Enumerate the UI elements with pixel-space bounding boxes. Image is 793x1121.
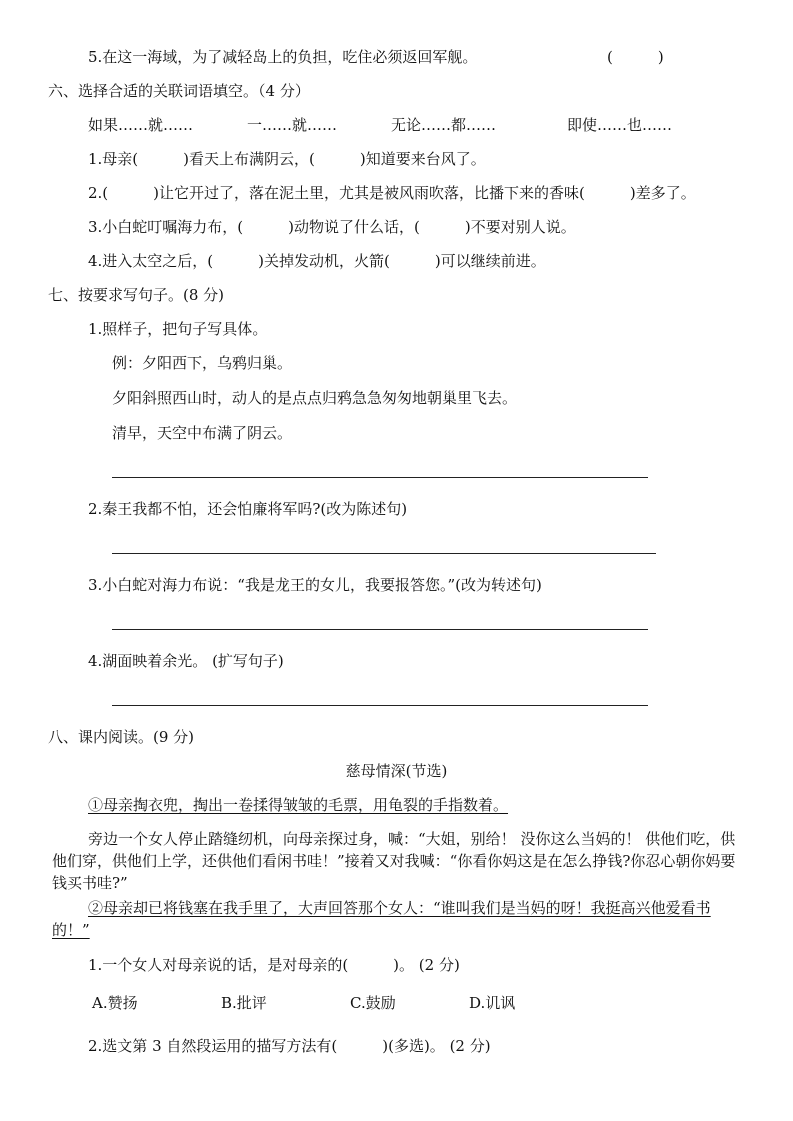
rewrite-item-4: 4.湖面映着余光。 (扩写句子) <box>88 652 284 670</box>
rewrite-item-3: 3.小白蛇对海力布说：“我是龙王的女儿，我要报答您。”(改为转述句) <box>88 576 542 594</box>
answer-line[interactable] <box>112 477 648 478</box>
choice-option: D.讥讽 <box>469 994 516 1012</box>
rewrite-item-2: 2.秦王我都不怕，还会怕廉将军吗?(改为陈述句) <box>88 500 408 518</box>
section-8-title: 八、课内阅读。(9 分) <box>48 728 195 746</box>
fill-item-4: 4.进入太空之后，( )关掉发动机，火箭( )可以继续前进。 <box>88 252 546 270</box>
fill-item-3: 3.小白蛇叮嘱海力布，( )动物说了什么话，( )不要对别人说。 <box>88 218 576 236</box>
passage-paragraph-1: ①母亲掏衣兜，掏出一卷揉得皱皱的毛票，用龟裂的手指数着。 <box>88 796 509 814</box>
passage-paragraph-2: 旁边一个女人停止踏缝纫机，向母亲探过身，喊：“大姐，别给！ 没你这么当妈的！ 供他们吃，供他们穿，供他们上学，还供他们看闲书哇！”接着又对我喊：“你看你妈这是在怎么挣钱?你忍心朝你妈要钱买书哇?” <box>52 830 736 892</box>
conjunction-option: 即使……也…… <box>567 116 673 134</box>
rewrite-item-1: 1.照样子，把句子写具体。 <box>88 320 268 338</box>
conjunction-option: 无论……都…… <box>391 116 497 134</box>
passage-title: 慈母情深(节选) <box>345 762 448 780</box>
q5-answer-paren: ( ) <box>607 48 664 66</box>
section-6-title: 六、选择合适的关联词语填空。（4 分） <box>48 82 310 100</box>
fill-item-2: 2.( )让它开过了，落在泥土里，尤其是被风雨吹落，比播下来的香味( )差多了。 <box>88 184 696 202</box>
answer-line[interactable] <box>112 629 648 630</box>
reading-question-1: 1.一个女人对母亲说的话，是对母亲的( )。 (2 分) <box>88 956 460 974</box>
answer-line[interactable] <box>112 553 656 554</box>
conjunction-option: 一……就…… <box>247 116 338 134</box>
section-7-title: 七、按要求写句子。(8 分) <box>48 286 225 304</box>
example-sentence: 例：夕阳西下，乌鸦归巢。 <box>112 354 293 372</box>
answer-line[interactable] <box>112 705 648 706</box>
reading-question-2: 2.选文第 3 自然段运用的描写方法有( )(多选)。 (2 分) <box>88 1037 491 1055</box>
choice-option: A.赞扬 <box>92 994 138 1012</box>
q5-item: 5.在这一海域，为了减轻岛上的负担，吃住必须返回军舰。 <box>88 48 478 66</box>
fill-item-1: 1.母亲( )看天上布满阴云，( )知道要来台风了。 <box>88 150 486 168</box>
passage-paragraph-3: ②母亲却已将钱塞在我手里了，大声回答那个女人：“谁叫我们是当妈的呀！我挺高兴他爱看书的！” <box>52 899 711 939</box>
choice-option: B.批评 <box>221 994 267 1012</box>
task-sentence: 清早，天空中布满了阴云。 <box>112 424 293 442</box>
choice-option: C.鼓励 <box>350 994 396 1012</box>
conjunction-option: 如果……就…… <box>88 116 194 134</box>
example-expanded: 夕阳斜照西山时，动人的是点点归鸦急急匆匆地朝巢里飞去。 <box>112 389 518 407</box>
